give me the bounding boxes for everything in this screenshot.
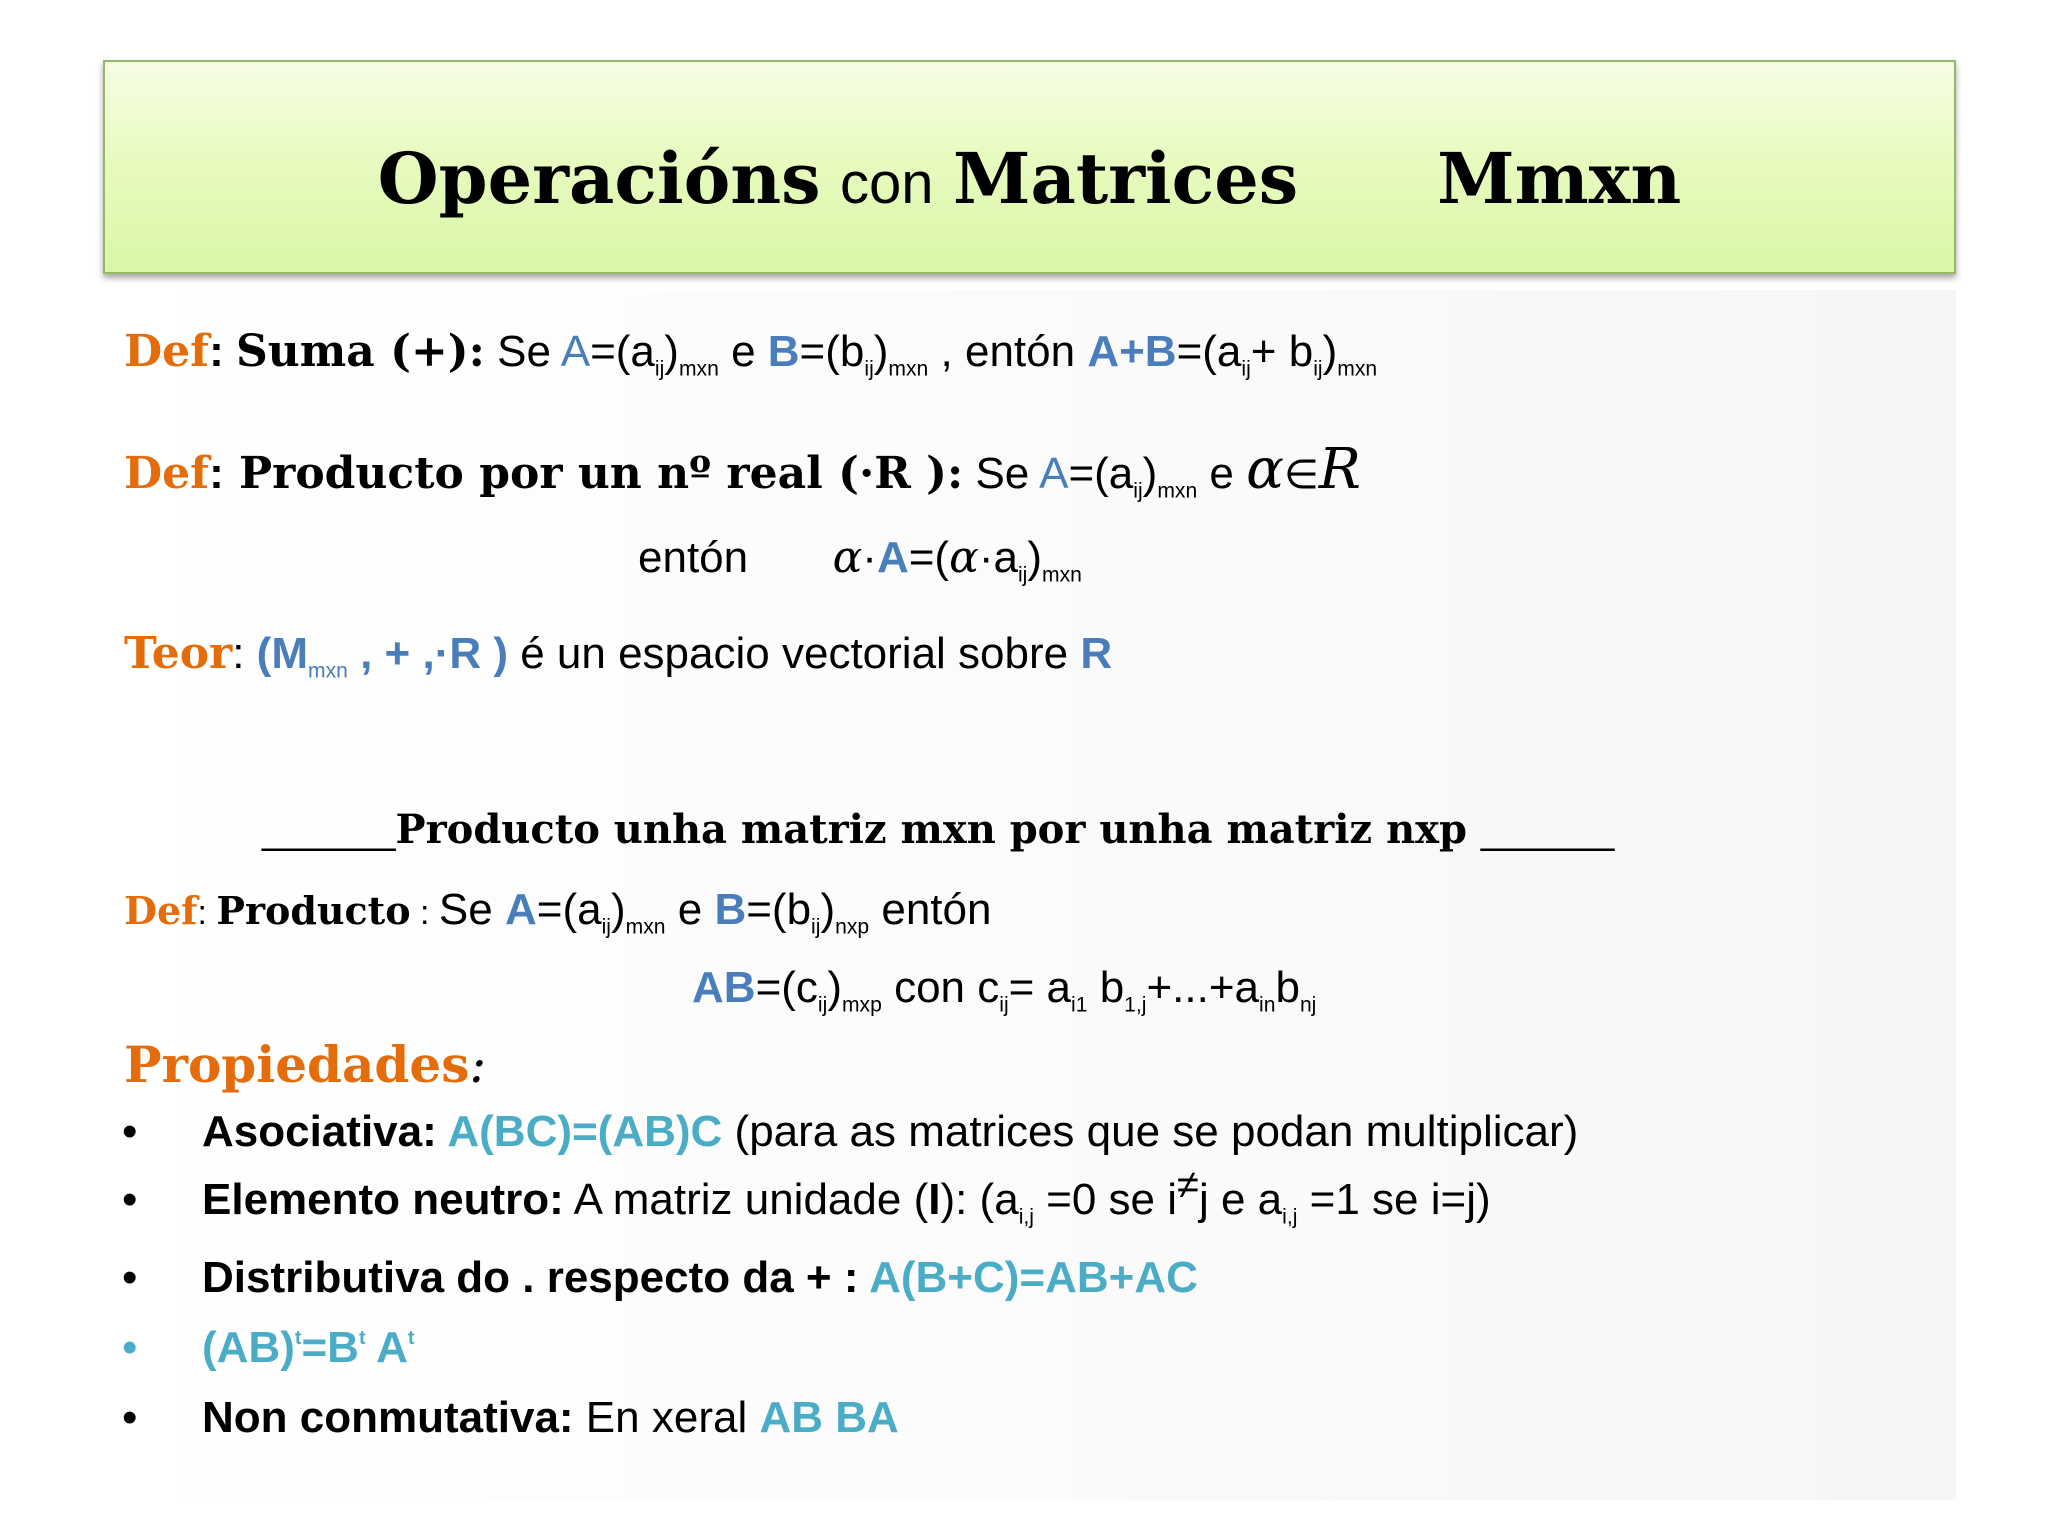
- subscript: ij: [601, 915, 611, 939]
- suma-text: =(a: [1176, 327, 1242, 376]
- suma-A-plus-B: A+B: [1087, 327, 1177, 376]
- def-label: Def: [124, 888, 198, 933]
- bullet-text: =0 se i: [1033, 1175, 1178, 1224]
- suma-text: =(a: [590, 327, 655, 376]
- superscript: t: [294, 1327, 302, 1350]
- suma-B: B: [767, 327, 800, 376]
- title-banner: [103, 60, 1956, 274]
- dot: ·: [862, 533, 877, 582]
- producto-real-heading: Producto por un nº real (·R ):: [223, 448, 964, 499]
- subscript: mxn: [888, 357, 929, 381]
- subscript: ij: [999, 993, 1009, 1017]
- teor-formula: (M: [256, 629, 308, 678]
- subscript: ij: [1133, 479, 1143, 503]
- def-label: Def: [124, 326, 210, 377]
- bullet-marker: •: [122, 1107, 138, 1156]
- teor-R: R: [1080, 629, 1113, 678]
- propiedades-colon: :: [469, 1036, 487, 1094]
- teor-text: é un espacio vectorial sobre: [508, 629, 1081, 678]
- subscript: ij: [1017, 563, 1028, 587]
- alpha-symbol: α: [1246, 437, 1284, 502]
- bullet-transpose: [202, 1323, 415, 1372]
- producto-text: ): [610, 885, 626, 934]
- def-colon: :: [197, 894, 217, 932]
- bullet-marker: •: [122, 1393, 138, 1442]
- bullet-label: Elemento neutro:: [202, 1175, 564, 1224]
- ab-label: AB: [692, 963, 756, 1012]
- subscript: mxn: [307, 659, 348, 683]
- alpha-symbol: α: [832, 532, 863, 583]
- bullet-marker: •: [122, 1253, 138, 1302]
- suma-se: Se: [484, 327, 561, 376]
- producto-text: =(a: [536, 885, 602, 934]
- teor-colon: :: [232, 629, 257, 678]
- subscript: ij: [864, 357, 874, 381]
- bullet-label: Distributiva do . respecto da + :: [202, 1253, 870, 1302]
- producto-B: B: [714, 885, 747, 934]
- ab-text: =(c: [755, 963, 818, 1012]
- section-heading-text: Producto unha matriz mxn por unha matriz nxp: [395, 806, 1481, 853]
- bullet-text: j e a: [1198, 1175, 1283, 1224]
- subscript: ij: [817, 993, 828, 1017]
- enton-text: ): [1027, 533, 1042, 582]
- ab-text: = a: [1008, 963, 1072, 1012]
- enton-text: ·a: [978, 533, 1018, 582]
- title-part-operacions: Operacións: [377, 137, 821, 220]
- bullet-text: =1 se i=j): [1297, 1175, 1491, 1224]
- underline-left: ______: [262, 808, 396, 852]
- enton-text: =(: [908, 533, 950, 582]
- subscript: mxp: [841, 993, 882, 1017]
- element-of-symbol: ∈: [1283, 453, 1319, 497]
- teor-line: [124, 628, 1113, 683]
- transpose-text: A: [365, 1323, 408, 1372]
- subscript: mxn: [1157, 479, 1198, 503]
- suma-text: + b: [1250, 327, 1314, 376]
- bullet-label: Asociativa:: [202, 1107, 448, 1156]
- producto-A: A: [504, 885, 537, 934]
- suma-text: ): [664, 327, 679, 376]
- bullet-non-conmutativa: [202, 1393, 899, 1442]
- underline-right: ______: [1480, 808, 1615, 852]
- subscript: nxp: [835, 915, 870, 939]
- teor-formula: , + ,·R ): [347, 629, 508, 678]
- bullet-elemento-neutro: [202, 1163, 1491, 1229]
- producto-text: entón: [869, 885, 992, 934]
- slide-title: [105, 137, 1954, 220]
- subscript: i1: [1071, 993, 1088, 1017]
- suma-text: ): [1322, 327, 1338, 376]
- subscript: nj: [1299, 993, 1317, 1017]
- superscript: t: [407, 1327, 415, 1350]
- subscript: mxn: [1337, 357, 1378, 381]
- subscript: ij: [1241, 357, 1251, 381]
- bullet-formula: A(B+C)=AB+AC: [869, 1253, 1198, 1302]
- ab-text: b: [1275, 963, 1300, 1012]
- subscript: mxn: [678, 357, 719, 381]
- bullet-text: ): (a: [940, 1175, 1019, 1224]
- bullet-marker: •: [122, 1175, 138, 1224]
- bullet-label: Non conmutativa:: [202, 1393, 574, 1442]
- title-part-mmxn: Mmxn: [1437, 137, 1682, 220]
- title-part-matrices: Matrices: [953, 137, 1299, 220]
- producto-real-text: =(a: [1068, 449, 1134, 498]
- subscript: ij: [1313, 357, 1323, 381]
- producto-text: Se: [438, 885, 505, 934]
- ab-text: b: [1087, 963, 1125, 1012]
- title-part-con: con: [840, 151, 934, 216]
- def-producto-line: [124, 885, 992, 939]
- bullet-distributiva: [202, 1253, 1198, 1302]
- bullet-text: (para as matrices que se podan multiplicar): [722, 1107, 1579, 1156]
- enton-A: A: [876, 533, 909, 582]
- bullet-formula: AB BA: [759, 1393, 899, 1442]
- transpose-text: (AB): [202, 1323, 295, 1372]
- bullet-formula: A(BC)=(AB)C: [447, 1107, 723, 1156]
- subscript: in: [1259, 993, 1276, 1017]
- ab-text: ): [827, 963, 842, 1012]
- not-equal-symbol: ≠: [1177, 1163, 1199, 1207]
- subscript: ij: [654, 357, 665, 381]
- suma-text: ): [873, 327, 889, 376]
- producto-real-text: e: [1197, 449, 1247, 498]
- propiedades-label: Propiedades: [124, 1035, 470, 1094]
- bullet-text: A matriz unidade (: [563, 1175, 929, 1224]
- suma-text: =(b: [799, 327, 865, 376]
- subscript: i,j: [1282, 1205, 1298, 1229]
- def-suma-line: [124, 326, 1378, 381]
- enton-text: entón: [638, 533, 749, 582]
- subscript: 1,j: [1124, 993, 1147, 1017]
- subscript: i,j: [1018, 1205, 1034, 1229]
- bullet-marker: •: [122, 1323, 138, 1372]
- bullet-asociativa: [202, 1107, 1579, 1156]
- identity-I: I: [928, 1175, 941, 1224]
- producto-text: e: [665, 885, 715, 934]
- producto-text: =(b: [746, 885, 812, 934]
- enton-line: [638, 532, 1082, 587]
- producto-real-A: A: [1039, 449, 1069, 498]
- subscript: ij: [811, 915, 821, 939]
- teor-label: Teor: [124, 628, 233, 679]
- bullet-text: En xeral: [573, 1393, 760, 1442]
- producto-real-text: ): [1142, 449, 1158, 498]
- suma-text: e: [718, 327, 768, 376]
- def-label: Def: [124, 448, 210, 499]
- def-producto-real-line: [124, 437, 1361, 503]
- superscript: t: [358, 1327, 366, 1350]
- suma-heading: Suma (+):: [235, 326, 485, 377]
- producto-heading: Producto: [216, 888, 411, 933]
- reals-symbol: R: [1318, 437, 1361, 502]
- subscript: mxn: [625, 915, 666, 939]
- producto-text: ): [820, 885, 836, 934]
- ab-formula-line: [692, 963, 1317, 1017]
- alpha-symbol: α: [949, 532, 979, 583]
- transpose-text: =B: [301, 1323, 359, 1372]
- ab-text: +...+a: [1146, 963, 1260, 1012]
- subscript: mxn: [1041, 563, 1082, 587]
- producto-section-heading: [262, 806, 1615, 853]
- suma-A: A: [560, 327, 591, 376]
- def-colon: :: [209, 327, 224, 376]
- producto-colon: :: [410, 894, 439, 932]
- propiedades-heading: [124, 1035, 487, 1094]
- ab-text: con c: [881, 963, 1000, 1012]
- suma-text: , entón: [928, 327, 1088, 376]
- producto-real-text: Se: [963, 449, 1040, 498]
- def-colon: :: [209, 449, 224, 498]
